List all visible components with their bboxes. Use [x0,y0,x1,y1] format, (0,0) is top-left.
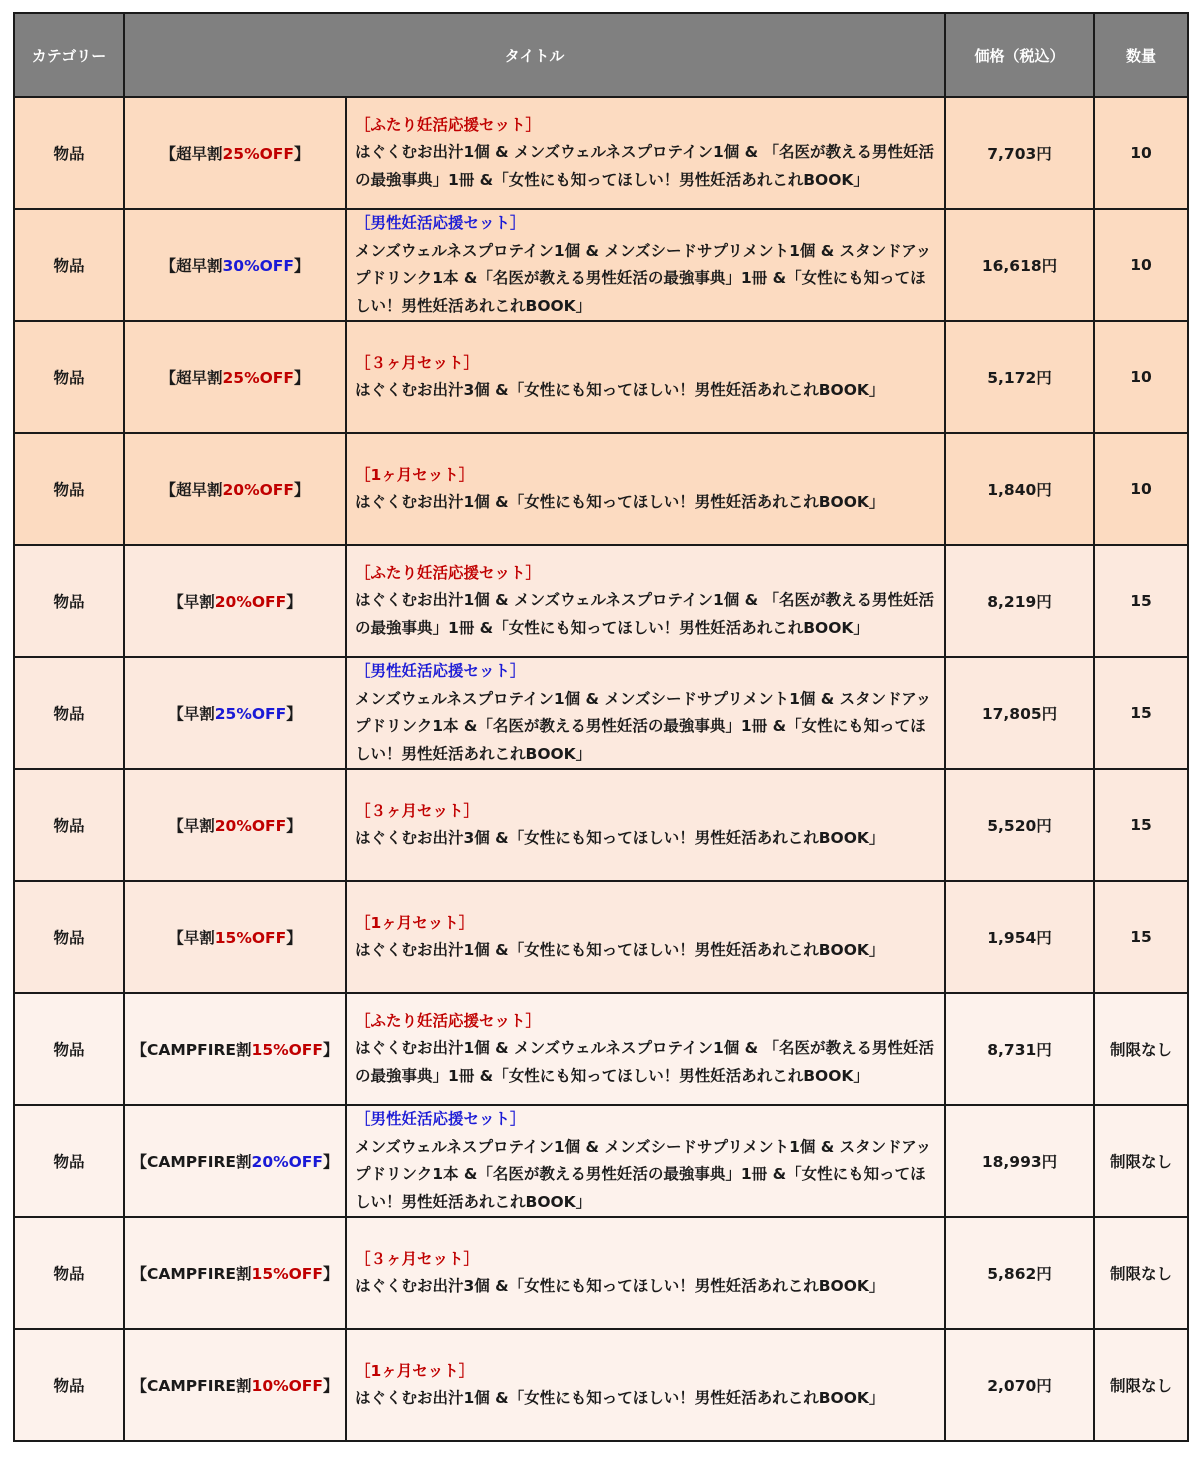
discount-value: 25%OFF [222,369,294,387]
category-cell: 物品 [14,545,124,657]
reward-description [346,433,945,545]
set-name: ［男性妊活応援セット］ [355,214,526,232]
set-name: ［ふたり妊活応援セット］ [355,1011,542,1030]
price-cell: 5,172円 [945,321,1094,433]
quantity-cell: 10 [1094,209,1188,321]
price-cell: 1,954円 [945,881,1094,993]
discount-suffix: 】 [293,257,310,275]
discount-suffix: 】 [293,481,310,499]
discount-value: 25%OFF [214,705,287,723]
header-row [14,13,1188,97]
discount-prefix: 【CAMPFIRE割 [131,1377,252,1395]
price-cell: 7,703円 [945,97,1094,209]
discount-value: 25%OFF [222,145,294,163]
discount-label [124,321,346,433]
set-contents: はぐくむお出汁1個 &「女性にも知ってほしい！男性妊活あれこれBOOK」 [355,941,885,959]
quantity-cell: 10 [1094,321,1188,433]
discount-prefix: 【早割 [168,929,215,947]
price-cell: 17,805円 [945,657,1094,769]
discount-prefix: 【超早割 [160,481,223,499]
discount-prefix: 【超早割 [160,369,223,387]
category-cell: 物品 [14,433,124,545]
discount-label [124,209,346,321]
reward-description [346,97,945,209]
discount-value: 20%OFF [251,1153,323,1171]
category-cell: 物品 [14,321,124,433]
discount-prefix: 【CAMPFIRE割 [131,1153,252,1171]
category-cell: 物品 [14,1105,124,1217]
discount-label [124,433,346,545]
set-name: ［ふたり妊活応援セット］ [355,563,542,582]
header-price: 価格（税込） [945,13,1094,97]
discount-suffix: 】 [293,369,310,387]
quantity-cell: 15 [1094,769,1188,881]
quantity-cell: 15 [1094,881,1188,993]
discount-prefix: 【超早割 [160,257,223,275]
reward-row [14,97,1188,209]
reward-row [14,321,1188,433]
set-contents: はぐくむお出汁1個 & メンズウェルネスプロテイン1個 & 「名医が教える男性妊活の最強事典」1冊 &「女性にも知ってほしい！男性妊活あれこれBOOK」 [355,591,935,637]
reward-description [346,1217,945,1329]
reward-row [14,209,1188,321]
set-name: ［1ヶ月セット］ [355,1361,475,1380]
discount-label [124,657,346,769]
header-quantity: 数量 [1094,13,1188,97]
discount-suffix: 】 [322,1041,339,1059]
set-contents: はぐくむお出汁3個 &「女性にも知ってほしい！男性妊活あれこれBOOK」 [355,1277,885,1295]
price-cell: 5,520円 [945,769,1094,881]
discount-suffix: 】 [286,817,302,835]
reward-description [346,545,945,657]
set-contents: はぐくむお出汁1個 &「女性にも知ってほしい！男性妊活あれこれBOOK」 [355,1389,885,1407]
discount-label [124,1329,346,1441]
discount-prefix: 【CAMPFIRE割 [131,1041,252,1059]
reward-row [14,1329,1188,1441]
price-cell: 8,731円 [945,993,1094,1105]
reward-row [14,545,1188,657]
set-contents: はぐくむお出汁1個 & メンズウェルネスプロテイン1個 & 「名医が教える男性妊活の最強事典」1冊 &「女性にも知ってほしい！男性妊活あれこれBOOK」 [355,143,935,189]
discount-label [124,993,346,1105]
header-title: タイトル [124,13,945,97]
reward-description [346,657,945,769]
rewards-table [13,12,1189,1442]
discount-value: 20%OFF [222,481,294,499]
category-cell: 物品 [14,209,124,321]
quantity-cell: 制限なし [1094,1105,1188,1217]
price-cell: 5,862円 [945,1217,1094,1329]
set-contents: はぐくむお出汁3個 &「女性にも知ってほしい！男性妊活あれこれBOOK」 [355,381,885,399]
discount-label [124,1105,346,1217]
discount-suffix: 】 [322,1153,339,1171]
reward-row [14,769,1188,881]
discount-label [124,769,346,881]
reward-description [346,1329,945,1441]
set-name: ［３ヶ月セット］ [355,353,480,372]
set-name: ［３ヶ月セット］ [355,1249,480,1268]
set-contents: メンズウェルネスプロテイン1個 & メンズシードサプリメント1個 & スタンドアップドリンク1本 &「名医が教える男性妊活の最強事典」1冊 &「女性にも知ってほしい！男性妊活あれこれBOOK」 [355,1137,932,1211]
set-contents: メンズウェルネスプロテイン1個 & メンズシードサプリメント1個 & スタンドアップドリンク1本 &「名医が教える男性妊活の最強事典」1冊 &「女性にも知ってほしい！男性妊活あれこれBOOK」 [355,241,932,315]
reward-row [14,657,1188,769]
discount-label [124,1217,346,1329]
discount-suffix: 】 [293,145,310,163]
reward-row [14,993,1188,1105]
category-cell: 物品 [14,657,124,769]
discount-value: 15%OFF [214,929,287,947]
quantity-cell: 制限なし [1094,1329,1188,1441]
category-cell: 物品 [14,1329,124,1441]
set-contents: はぐくむお出汁1個 & メンズウェルネスプロテイン1個 & 「名医が教える男性妊活の最強事典」1冊 &「女性にも知ってほしい！男性妊活あれこれBOOK」 [355,1039,935,1085]
rewards-body [14,97,1188,1441]
category-cell: 物品 [14,97,124,209]
price-cell: 18,993円 [945,1105,1094,1217]
quantity-cell: 制限なし [1094,993,1188,1105]
set-name: ［ふたり妊活応援セット］ [355,115,542,134]
reward-description [346,769,945,881]
reward-description [346,209,945,321]
price-cell: 1,840円 [945,433,1094,545]
quantity-cell: 15 [1094,545,1188,657]
reward-row [14,1105,1188,1217]
reward-row [14,433,1188,545]
category-cell: 物品 [14,993,124,1105]
set-name: ［1ヶ月セット］ [355,465,475,484]
reward-description [346,881,945,993]
category-cell: 物品 [14,1217,124,1329]
price-cell: 2,070円 [945,1329,1094,1441]
quantity-cell: 制限なし [1094,1217,1188,1329]
quantity-cell: 15 [1094,657,1188,769]
reward-row [14,1217,1188,1329]
discount-suffix: 】 [286,705,302,723]
discount-label [124,545,346,657]
discount-value: 30%OFF [222,257,294,275]
discount-label [124,97,346,209]
discount-suffix: 】 [322,1377,339,1395]
category-cell: 物品 [14,769,124,881]
discount-suffix: 】 [322,1265,339,1283]
reward-description [346,321,945,433]
discount-prefix: 【早割 [168,817,215,835]
set-name: ［男性妊活応援セット］ [355,662,526,680]
discount-prefix: 【早割 [168,593,215,611]
reward-row [14,881,1188,993]
price-cell: 8,219円 [945,545,1094,657]
discount-prefix: 【CAMPFIRE割 [131,1265,252,1283]
set-contents: はぐくむお出汁3個 &「女性にも知ってほしい！男性妊活あれこれBOOK」 [355,829,885,847]
set-contents: はぐくむお出汁1個 &「女性にも知ってほしい！男性妊活あれこれBOOK」 [355,493,885,511]
set-name: ［男性妊活応援セット］ [355,1110,526,1128]
header-category: カテゴリー [14,13,124,97]
discount-prefix: 【超早割 [160,145,223,163]
discount-label [124,881,346,993]
discount-suffix: 】 [286,929,302,947]
reward-description [346,1105,945,1217]
set-contents: メンズウェルネスプロテイン1個 & メンズシードサプリメント1個 & スタンドアップドリンク1本 &「名医が教える男性妊活の最強事典」1冊 &「女性にも知ってほしい！男性妊活あれこれBOOK」 [355,689,932,763]
discount-suffix: 】 [286,593,302,611]
price-cell: 16,618円 [945,209,1094,321]
category-cell: 物品 [14,881,124,993]
discount-prefix: 【早割 [168,705,215,723]
quantity-cell: 10 [1094,433,1188,545]
set-name: ［1ヶ月セット］ [355,913,475,932]
discount-value: 20%OFF [214,817,287,835]
discount-value: 15%OFF [251,1265,323,1283]
set-name: ［３ヶ月セット］ [355,801,480,820]
discount-value: 10%OFF [251,1377,323,1395]
reward-description [346,993,945,1105]
quantity-cell: 10 [1094,97,1188,209]
discount-value: 20%OFF [214,593,287,611]
discount-value: 15%OFF [251,1041,323,1059]
